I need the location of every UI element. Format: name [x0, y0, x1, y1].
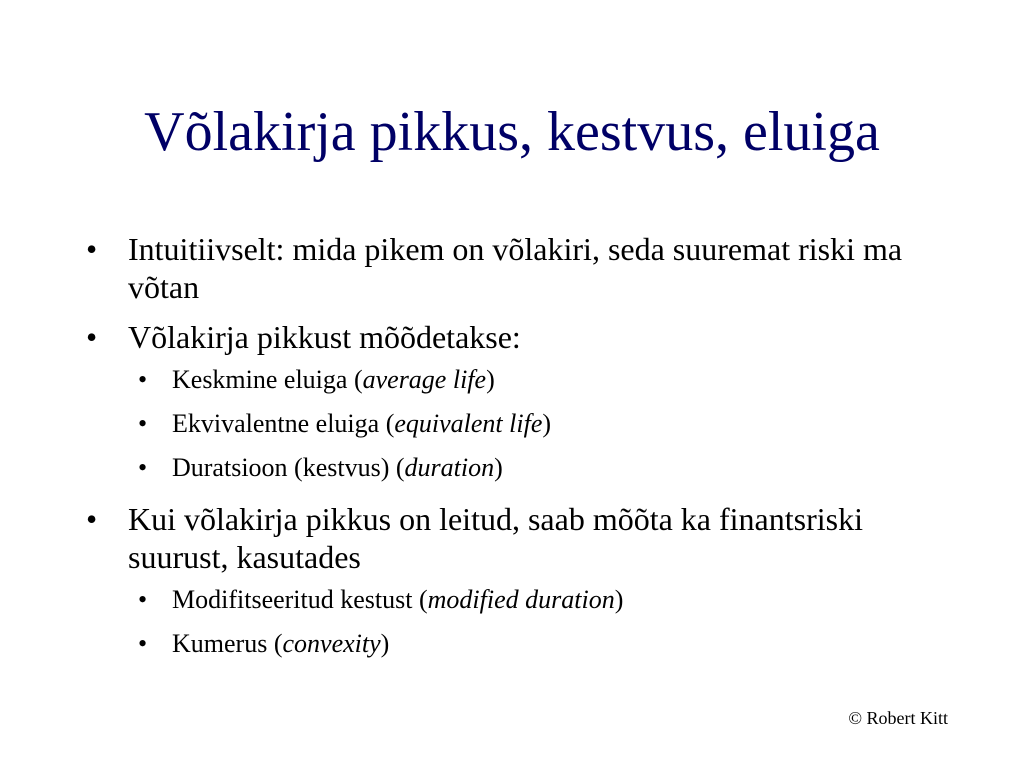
- copyright-notice: © Robert Kitt: [848, 708, 948, 728]
- bullet-item-intuition: [86, 230, 966, 306]
- sub-bullet-prefix: Modifitseeritud kestust (: [172, 585, 428, 614]
- sub-bullet-term: convexity: [282, 629, 381, 658]
- sub-bullet-suffix: ): [542, 409, 552, 438]
- sub-bullet-prefix: Keskmine eluiga (: [172, 365, 363, 394]
- sub-bullet-suffix: ): [614, 585, 624, 614]
- bullet-icon: •: [138, 453, 148, 482]
- bullet-icon: •: [138, 365, 148, 394]
- bullet-list: [86, 230, 966, 672]
- bullet-item-measuring: [86, 318, 966, 356]
- sub-bullet-duration: [86, 452, 966, 484]
- bullet-text: Võlakirja pikkust mõõdetakse:: [128, 319, 521, 355]
- sub-bullet-term: equivalent life: [394, 409, 543, 438]
- sub-bullet-suffix: ): [380, 629, 390, 658]
- bullet-icon: •: [138, 409, 148, 438]
- sub-bullet-suffix: ): [486, 365, 495, 394]
- sub-bullet-equivalent-life: [86, 408, 966, 440]
- sub-bullet-prefix: Ekvivalentne eluiga (: [172, 409, 395, 438]
- sub-bullet-average-life: [86, 364, 966, 396]
- bullet-icon: •: [86, 231, 98, 267]
- bullet-icon: •: [86, 319, 98, 355]
- sub-bullet-convexity: [86, 628, 966, 660]
- sub-bullet-suffix: ): [494, 453, 503, 482]
- bullet-text: Intuitiivselt: mida pikem on võlakiri, seda suuremat riski ma võtan: [128, 231, 903, 305]
- sub-bullet-term: average life: [362, 365, 487, 394]
- sub-bullet-term: modified duration: [427, 585, 615, 614]
- slide-title: Võlakirja pikkus, kestvus, eluiga: [144, 101, 880, 163]
- sub-bullet-term: duration: [404, 453, 495, 482]
- sub-bullet-prefix: Kumerus (: [172, 629, 283, 658]
- bullet-icon: •: [138, 629, 148, 658]
- bullet-item-financial-risk: [86, 500, 966, 576]
- sub-bullet-modified-duration: [86, 584, 966, 616]
- bullet-icon: •: [138, 585, 148, 614]
- sub-bullet-prefix: Duratsioon (kestvus) (: [172, 453, 405, 482]
- bullet-icon: •: [86, 501, 98, 537]
- bullet-text: Kui võlakirja pikkus on leitud, saab mõõta ka finantsriski suurust, kasutades: [128, 501, 863, 575]
